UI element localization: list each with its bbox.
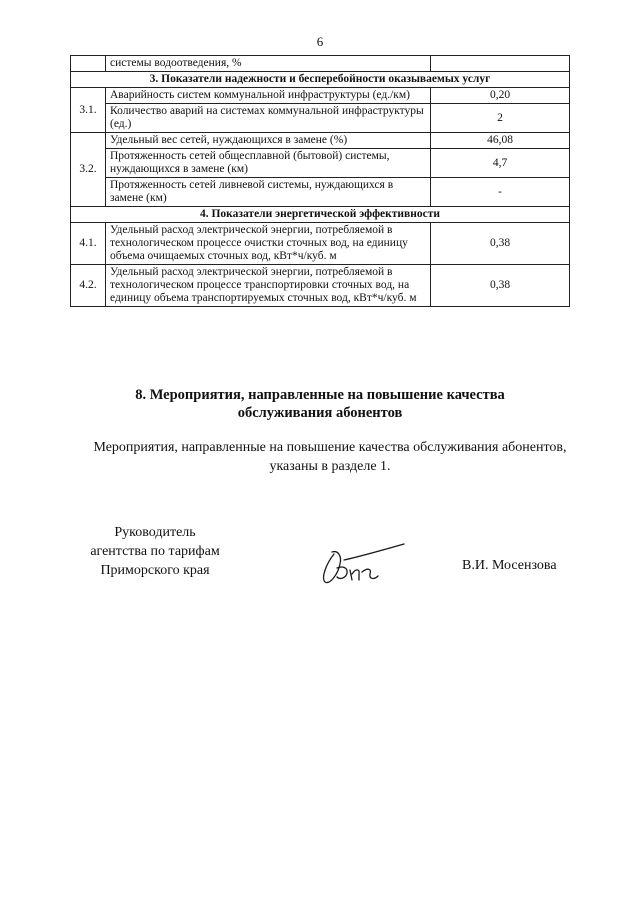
row-number: 3.2. (71, 133, 106, 207)
row-number (71, 56, 106, 72)
row-description: Аварийность систем коммунальной инфраструктуры (ед./км) (106, 88, 431, 104)
row-value: 0,38 (431, 265, 570, 307)
signatory-title (80, 523, 230, 580)
row-description: Удельный расход электрической энергии, потребляемой в технологическом процессе очистки сточных вод, на единицу объема очищаемых сточных вод, кВт*ч/куб. м (106, 223, 431, 265)
row-description: системы водоотведения, % (106, 56, 431, 72)
row-number: 4.2. (71, 265, 106, 307)
page-number: 6 (316, 34, 324, 49)
row-description: Количество аварий на системах коммунальной инфраструктуры (ед.) (106, 104, 431, 133)
section-8-heading (0, 386, 640, 422)
row-value: 0,20 (431, 88, 570, 104)
section-row (71, 72, 570, 88)
row-description: Удельный вес сетей, нуждающихся в замене (%) (106, 133, 431, 149)
row-description: Протяженность сетей общесплавной (бытовой) системы, нуждающихся в замене (км) (106, 149, 431, 178)
row-number: 4.1. (71, 223, 106, 265)
section-3-title: 3. Показатели надежности и бесперебойности оказываемых услуг (71, 72, 570, 88)
table-row (71, 104, 570, 133)
section-4-title: 4. Показатели энергетической эффективности (71, 207, 570, 223)
table-row (71, 178, 570, 207)
row-value (431, 56, 570, 72)
signatory-title-line: Руководитель (114, 525, 196, 540)
table-row (71, 88, 570, 104)
indicators-table (70, 55, 570, 307)
section-row (71, 207, 570, 223)
table-row (71, 265, 570, 307)
row-value: 2 (431, 104, 570, 133)
section-8-body (60, 438, 600, 476)
row-description: Протяженность сетей ливневой системы, нуждающихся в замене (км) (106, 178, 431, 207)
signatory-title-line: Приморского края (100, 563, 210, 578)
row-value: 4,7 (431, 149, 570, 178)
table-row (71, 149, 570, 178)
row-number: 3.1. (71, 88, 106, 133)
row-value: 46,08 (431, 133, 570, 149)
body-line: указаны в разделе 1. (269, 459, 391, 474)
handwritten-signature-icon (312, 540, 412, 590)
row-description: Удельный расход электрической энергии, потребляемой в технологическом процессе транспортировки сточных вод, на единицу объема транспортируемых сточных вод, кВт*ч/куб. м (106, 265, 431, 307)
section-8-heading-line: 8. Мероприятия, направленные на повышение качества (135, 387, 505, 403)
table-row (71, 133, 570, 149)
table-row (71, 56, 570, 72)
row-value: 0,38 (431, 223, 570, 265)
table-row (71, 223, 570, 265)
signatory-title-line: агентства по тарифам (90, 544, 220, 559)
section-8-heading-line: обслуживания абонентов (237, 405, 403, 421)
row-value: - (431, 178, 570, 207)
signatory-name: В.И. Мосензова (462, 558, 557, 573)
body-line: Мероприятия, направленные на повышение качества обслуживания абонентов, (93, 440, 567, 455)
